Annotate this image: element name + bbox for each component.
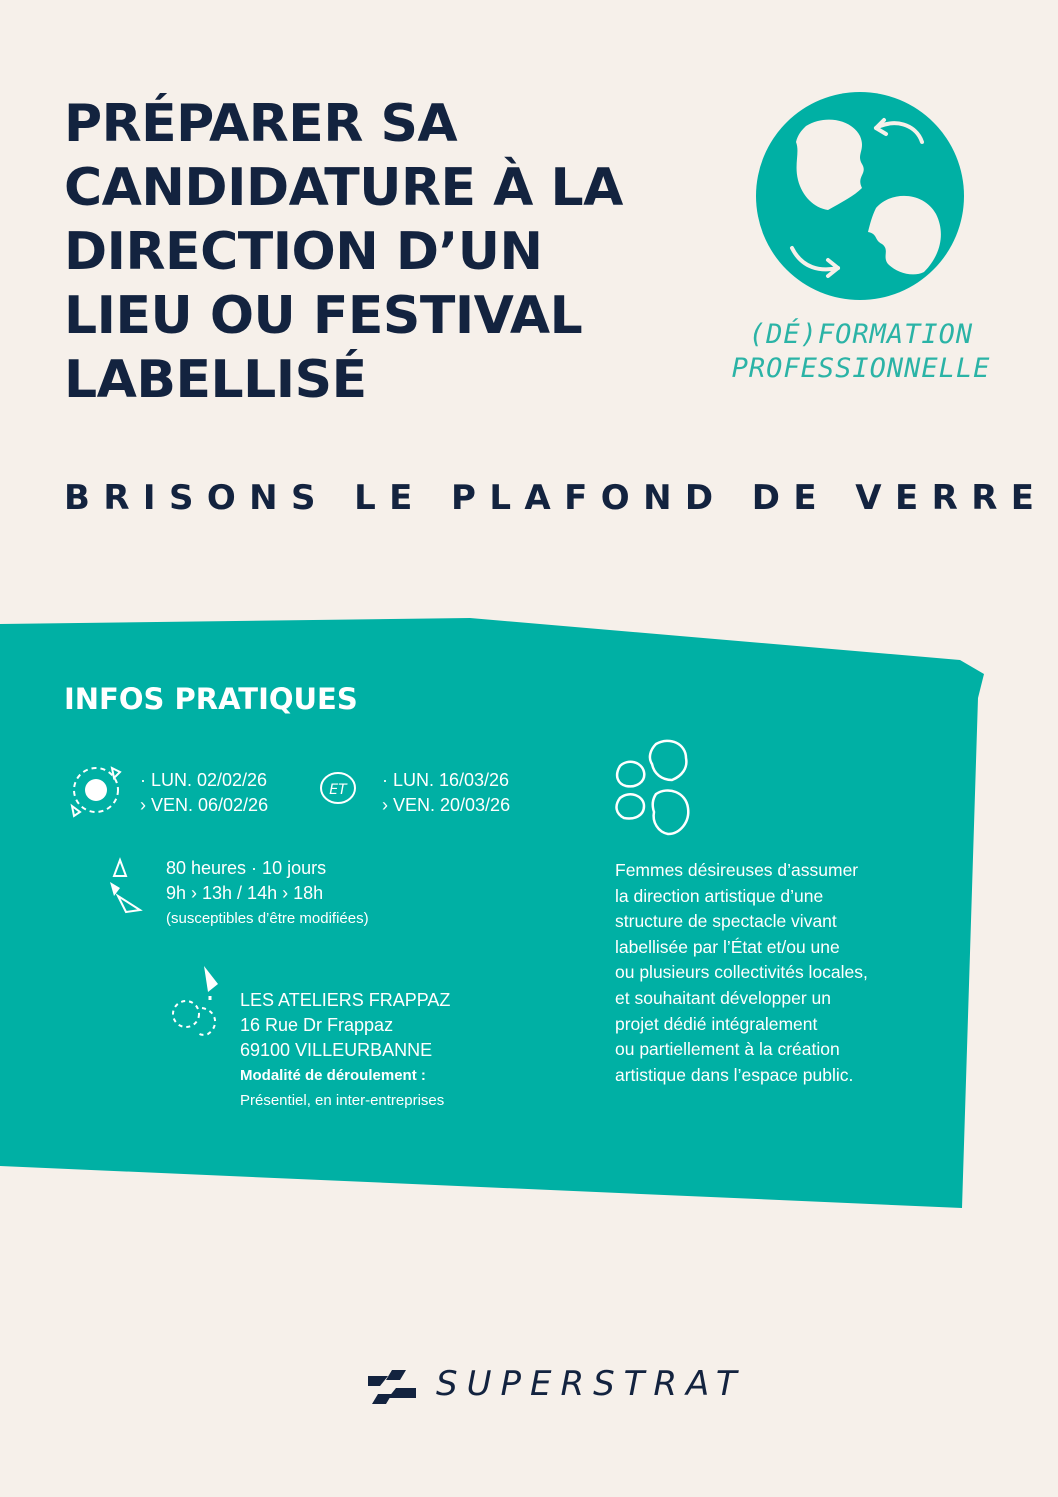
sun-calendar-icon	[68, 762, 124, 818]
faces-circle-icon	[756, 92, 964, 300]
formation-badge-text	[726, 318, 996, 386]
audience-line: ou plusieurs collectivités locales,	[615, 962, 868, 983]
date-line: · LUN. 16/03/26	[382, 770, 510, 790]
infos-title: INFOS PRATIQUES	[64, 682, 358, 716]
date-line: · LUN. 02/02/26	[140, 770, 268, 790]
date-line: › VEN. 06/02/26	[140, 795, 269, 815]
faces-group-icon	[612, 736, 696, 840]
superstrat-logo-mark	[366, 1368, 418, 1406]
badge-line: (DÉ)FORMATION	[748, 319, 974, 350]
venue-street: 16 Rue Dr Frappaz	[240, 1015, 394, 1035]
title-line: LIEU OU FESTIVAL	[64, 286, 583, 346]
infos-panel	[0, 618, 1000, 1218]
badge-line: PROFESSIONNELLE	[731, 353, 991, 384]
audience-line: ou partiellement à la création	[615, 1039, 840, 1060]
svg-text:ET: ET	[329, 782, 347, 798]
page-title	[64, 92, 704, 412]
session-2-dates	[382, 768, 510, 818]
et-circle-icon	[318, 770, 358, 806]
title-line: CANDIDATURE À LA	[64, 158, 623, 218]
audience-line: Femmes désireuses d’assumer	[615, 860, 859, 880]
venue-name: LES ATELIERS FRAPPAZ	[240, 990, 451, 1010]
audience-line: labellisée par l’État et/ou une	[615, 936, 840, 957]
modality-value: Présentiel, en inter-entreprises	[240, 1092, 445, 1109]
schedule-line: 9h › 13h / 14h › 18h	[166, 883, 324, 903]
date-line: › VEN. 20/03/26	[382, 795, 511, 815]
superstrat-logo-text: SUPERSTRAT	[436, 1364, 746, 1404]
duration-line: 80 heures · 10 jours	[166, 858, 327, 878]
audience-line: structure de spectacle vivant	[615, 911, 837, 932]
schedule-note: (susceptibles d’être modifiées)	[166, 910, 369, 927]
title-line: DIRECTION D’UN	[64, 222, 543, 282]
audience-line: artistique dans l’espace public.	[615, 1064, 854, 1085]
audience-line: et souhaitant développer un	[615, 987, 831, 1008]
title-line: LABELLISÉ	[64, 350, 367, 410]
venue-block	[240, 988, 450, 1113]
audience-line: projet dédié intégralement	[615, 1013, 818, 1034]
duration-block	[166, 856, 369, 931]
target-audience	[615, 858, 868, 1088]
page-subtitle: BRISONS LE PLAFOND DE VERRE	[64, 478, 1048, 518]
audience-line: la direction artistique d’une	[615, 885, 824, 906]
title-line: PRÉPARER SA	[64, 94, 458, 154]
location-pin-icon	[168, 962, 226, 1038]
session-1-dates	[140, 768, 268, 818]
hourglass-icon	[100, 856, 146, 914]
venue-city: 69100 VILLEURBANNE	[240, 1040, 433, 1060]
modality-label: Modalité de déroulement :	[240, 1067, 426, 1084]
